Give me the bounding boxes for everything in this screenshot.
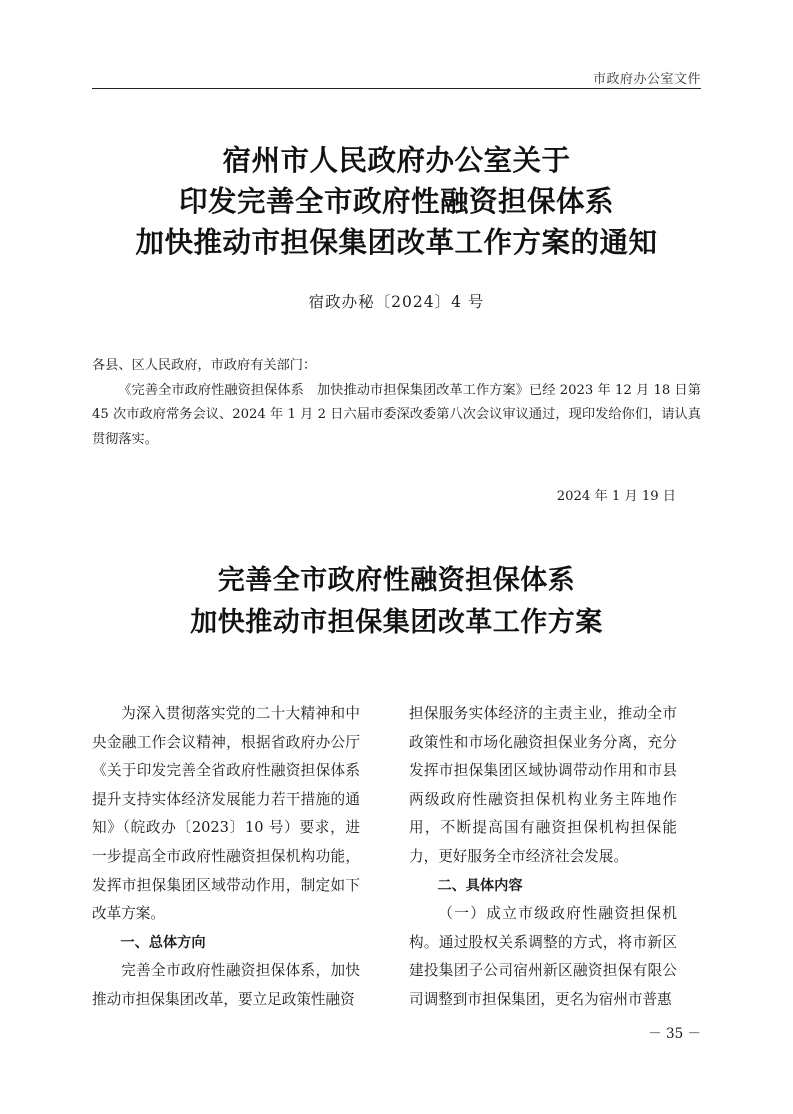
notice-title-line-2: 印发完善全市政府性融资担保体系 (178, 184, 614, 218)
section-heading-general: 一、总体方向 (120, 934, 206, 951)
left-column (92, 700, 360, 1015)
plan-intro: 为深入贯彻落实党的二十大精神和中央金融工作会议精神，根据省政府办公厅《关于印发完善全省政府性融资担保体系提升支持实体经济发展能力若干措施的通知》（皖政办〔2023〕10 号）要求，进一步提高全市政府性融资担保机构功能，发挥市担保集团区域带动作用，制定如下改革方案。 (92, 705, 360, 923)
subsection-1 (409, 900, 677, 1014)
section-text-general: 完善全市政府性融资担保体系，加快推动市担保集团改革，要立足政策性融资 (92, 962, 360, 1008)
running-header: 市政府办公室文件 (592, 72, 701, 87)
section-heading-content: 二、具体内容 (437, 877, 523, 894)
subsection-1-text: 通过股权关系调整的方式，将市新区建投集团子公司宿州新区融资担保有限公司调整到市担保集团，更名为宿州市普惠 (409, 933, 677, 1008)
document-number: 宿政办秘〔2024〕4 号 (308, 293, 485, 311)
right-column (409, 700, 677, 1015)
notice-title-line-1: 宿州市人民政府办公室关于 (222, 143, 571, 177)
notice-body (92, 354, 701, 452)
notice-title (60, 140, 733, 263)
page-number: － 35 － (648, 1026, 701, 1042)
plan-title-line-1: 完善全市政府性融资担保体系 (217, 565, 576, 596)
section-text-general-continued: 担保服务实体经济的主责主业，推动全市政策性和市场化融资担保业务分离，充分发挥市担保集团区域协调带动作用和市县两级政府性融资担保机构业务主阵地作用，不断提高国有融资担保机构担保能力，更好服务全市经济社会发展。 (409, 705, 677, 865)
plan-title (60, 560, 733, 644)
subsection-1-heading: （一）成立市级政府性融资担保机构。 (409, 905, 677, 951)
notice-text: 《完善全市政府性融资担保体系 加快推动市担保集团改革工作方案》已经 2023 年 12 月 18 日第 45 次市政府常务会议、2024 年 1 月 2 日六届市委深改委第八次会议审议通过，现印发给你们，请认真贯彻落实。 (92, 382, 701, 447)
header-rule (92, 88, 701, 89)
notice-date: 2024 年 1 月 19 日 (556, 489, 676, 504)
plan-title-line-2: 加快推动市担保集团改革工作方案 (190, 607, 603, 638)
notice-title-line-3: 加快推动市担保集团改革工作方案的通知 (135, 225, 658, 259)
notice-recipients: 各县、区人民政府，市政府有关部门： (92, 358, 317, 373)
